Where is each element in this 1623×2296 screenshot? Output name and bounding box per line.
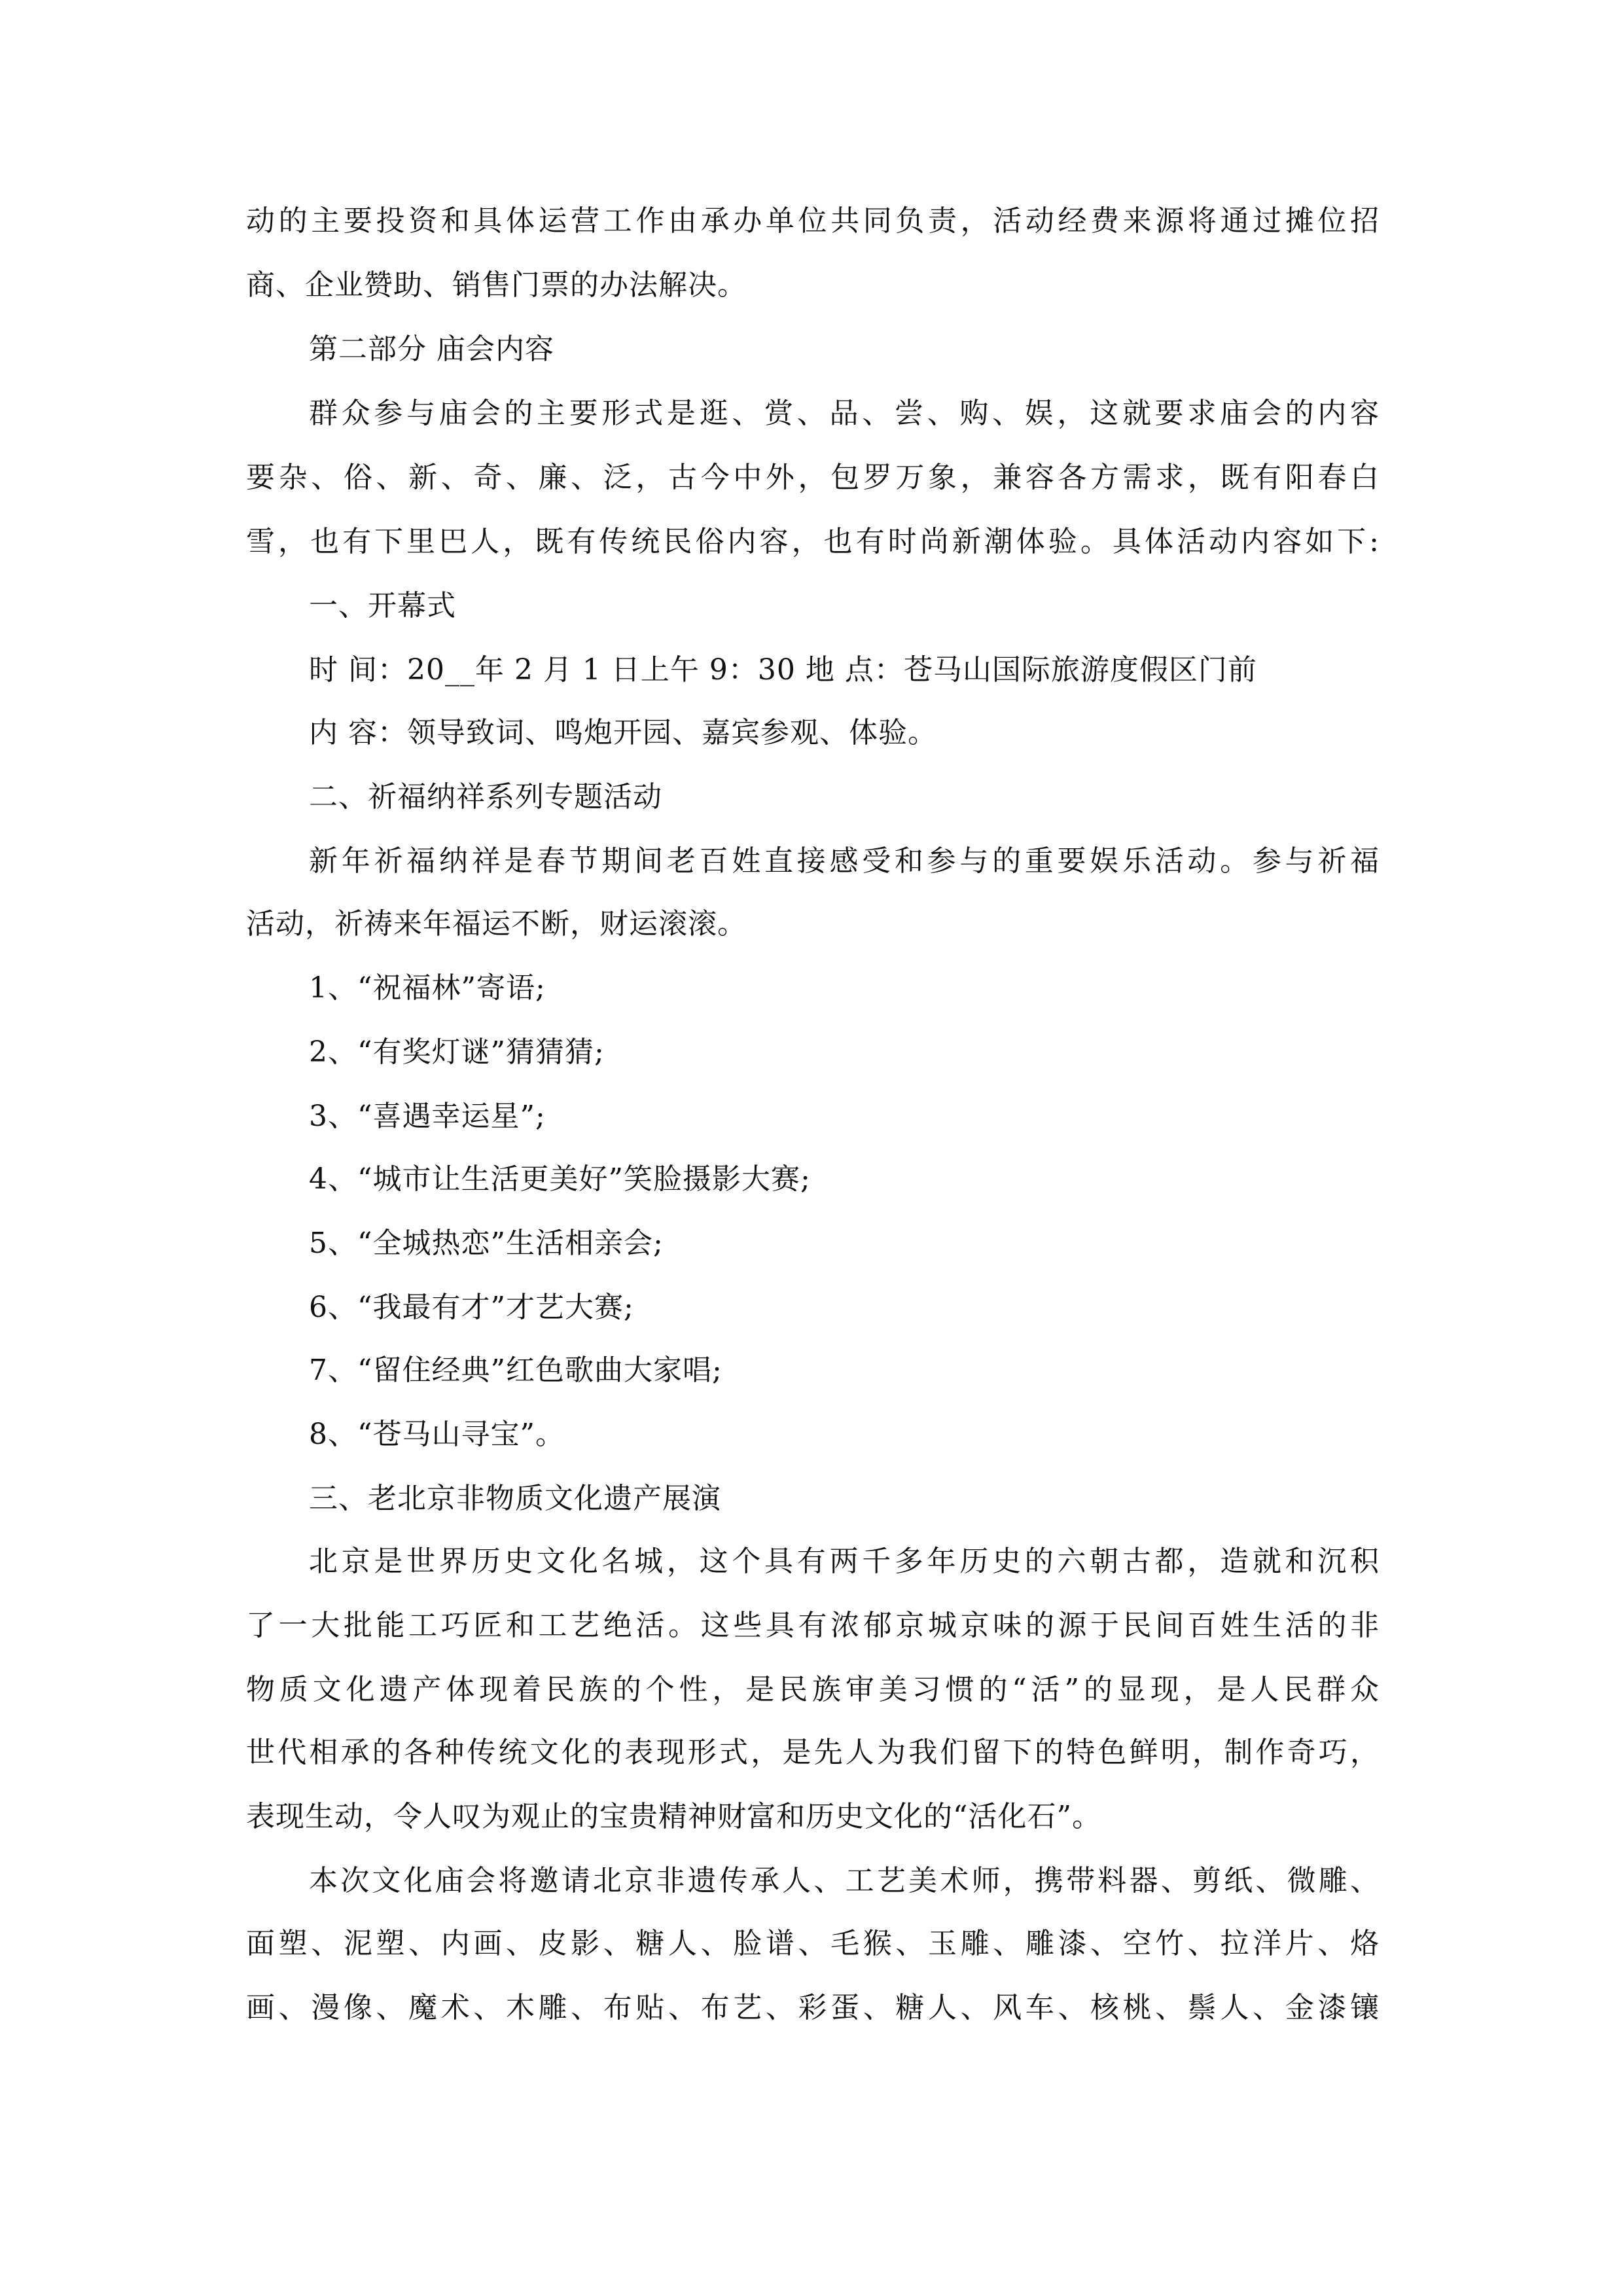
- paragraph-content-line-2: 要杂、俗、新、奇、廉、泛，古今中外，包罗万象，兼容各方需求，既有阳春白: [246, 461, 1380, 494]
- list-item: 8、“苍马山寻宝”。: [309, 1418, 565, 1451]
- heading-blessing-activities: 二、祈福纳祥系列专题活动: [309, 780, 662, 814]
- list-item: 5、“全城热恋”生活相亲会;: [309, 1227, 664, 1260]
- paragraph-heritage-line-1: 北京是世界历史文化名城，这个具有两千多年历史的六朝古都，造就和沉积: [309, 1545, 1380, 1578]
- paragraph-heritage-line-3: 物质文化遗产体现着民族的个性，是民族审美习惯的“活”的显现，是人民群众: [246, 1673, 1380, 1706]
- paragraph-crafts-line-3: 画、漫像、魔术、木雕、布贴、布艺、彩蛋、糖人、风车、核桃、鬃人、金漆镶: [246, 1991, 1380, 2024]
- section-heading-part2: 第二部分 庙会内容: [309, 332, 554, 366]
- paragraph-heritage-line-4: 世代相承的各种传统文化的表现形式，是先人为我们留下的特色鲜明，制作奇巧，: [246, 1736, 1380, 1769]
- paragraph-heritage-line-2: 了一大批能工巧匠和工艺绝活。这些具有浓郁京城京味的源于民间百姓生活的非: [246, 1609, 1380, 1642]
- paragraph-blessing-line-2: 活动，祈祷来年福运不断，财运滚滚。: [246, 907, 747, 941]
- list-item: 2、“有奖灯谜”猜猜猜;: [309, 1035, 605, 1069]
- paragraph-crafts-line-1: 本次文化庙会将邀请北京非遗传承人、工艺美术师，携带料器、剪纸、微雕、: [309, 1864, 1380, 1897]
- paragraph-heritage-line-5: 表现生动，令人叹为观止的宝贵精神财富和历史文化的“活化石”。: [246, 1800, 1101, 1833]
- paragraph-funding-line-2: 商、企业赞助、销售门票的办法解决。: [246, 268, 747, 302]
- list-item: 1、“祝福林”寄语;: [309, 971, 546, 1005]
- list-item: 6、“我最有才”才艺大赛;: [309, 1291, 634, 1324]
- list-item: 7、“留住经典”红色歌曲大家唱;: [309, 1354, 722, 1387]
- opening-time-location: 时 间：20__年 2 月 1 日上午 9：30 地 点：苍马山国际旅游度假区门前: [309, 653, 1257, 687]
- heading-heritage-performance: 三、老北京非物质文化遗产展演: [309, 1482, 721, 1515]
- list-item: 3、“喜遇幸运星”;: [309, 1100, 546, 1133]
- heading-opening-ceremony: 一、开幕式: [309, 589, 456, 622]
- paragraph-content-line-1: 群众参与庙会的主要形式是逛、赏、品、尝、购、娱，这就要求庙会的内容: [309, 397, 1380, 430]
- paragraph-content-line-3: 雪，也有下里巴人，既有传统民俗内容，也有时尚新潮体验。具体活动内容如下:: [246, 525, 1380, 558]
- paragraph-crafts-line-2: 面塑、泥塑、内画、皮影、糖人、脸谱、毛猴、玉雕、雕漆、空竹、拉洋片、烙: [246, 1927, 1380, 1960]
- list-item: 4、“城市让生活更美好”笑脸摄影大赛;: [309, 1162, 811, 1196]
- paragraph-funding-line-1: 动的主要投资和具体运营工作由承办单位共同负责，活动经费来源将通过摊位招: [246, 204, 1380, 238]
- paragraph-blessing-line-1: 新年祈福纳祥是春节期间老百姓直接感受和参与的重要娱乐活动。参与祈福: [309, 844, 1380, 878]
- opening-content: 内 容：领导致词、鸣炮开园、嘉宾参观、体验。: [309, 716, 937, 749]
